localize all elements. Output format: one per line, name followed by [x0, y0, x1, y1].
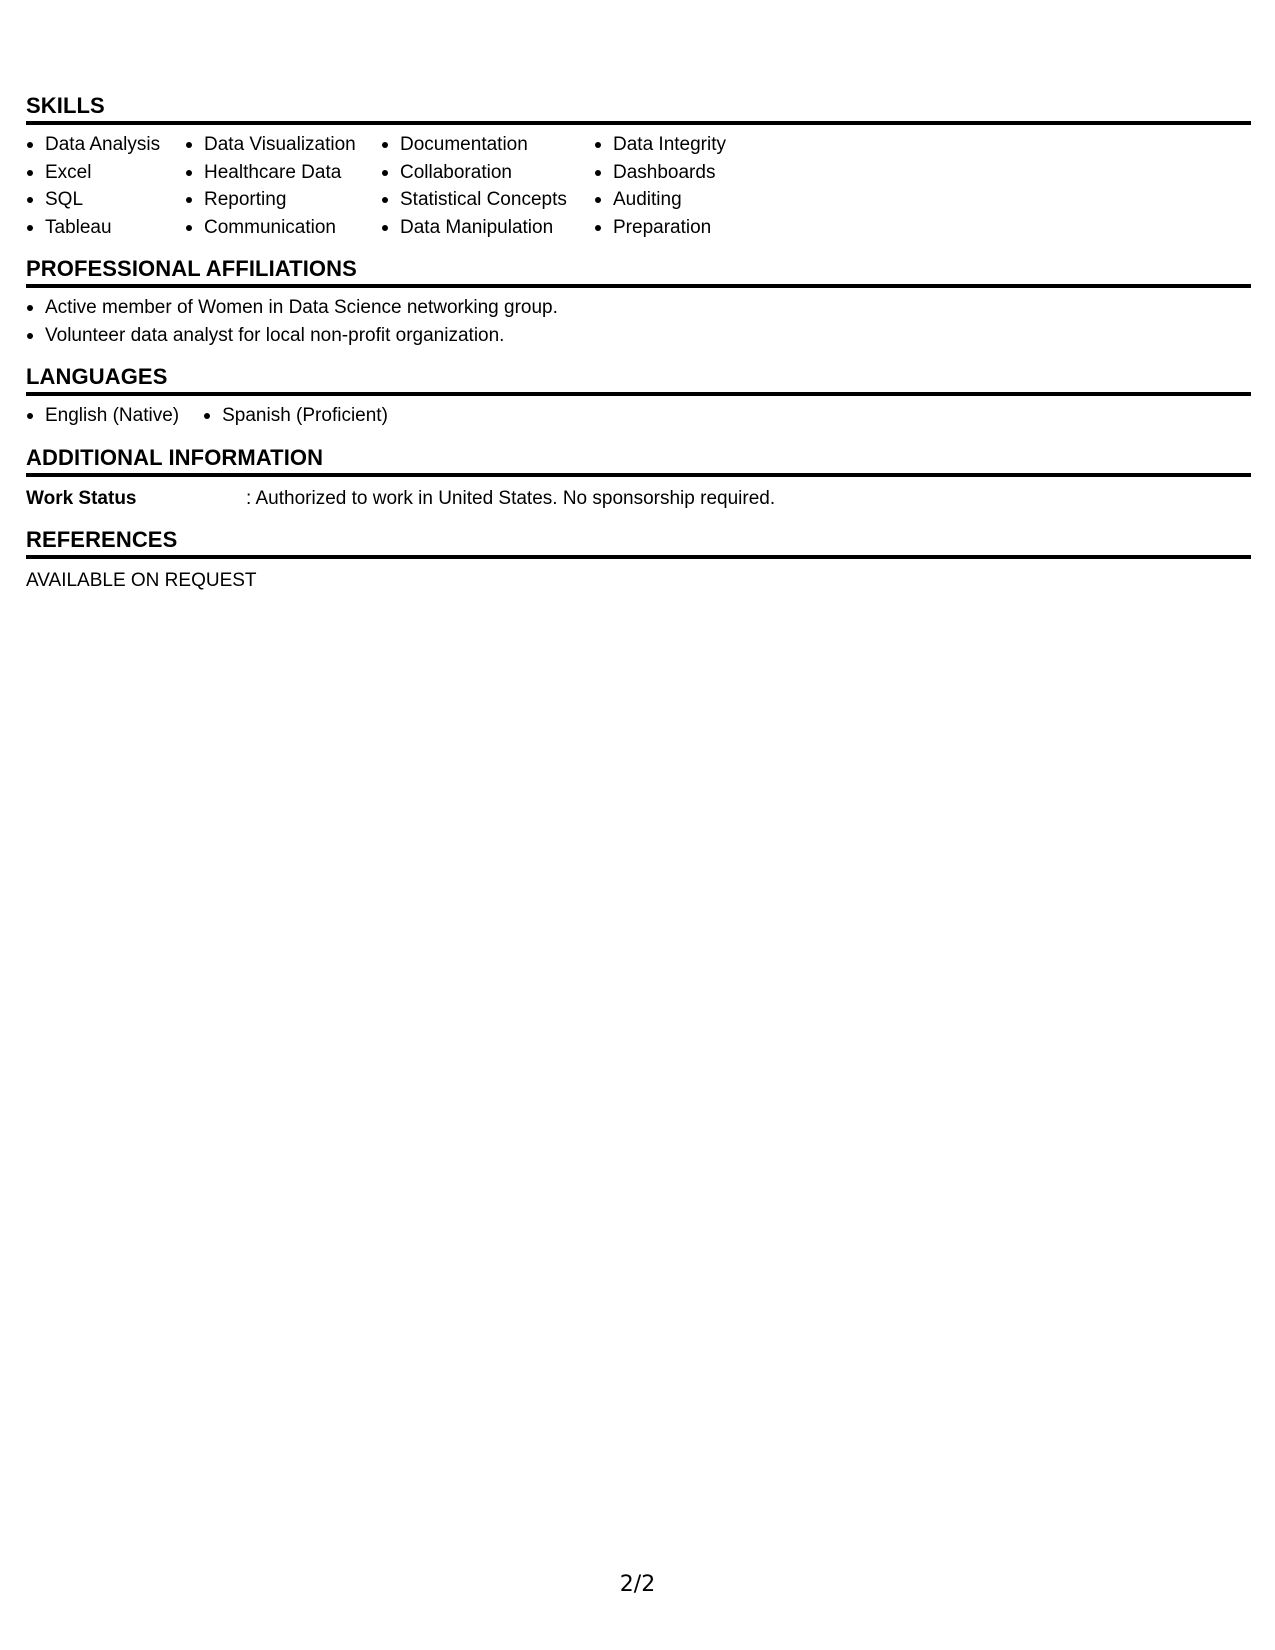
skill-item: SQL	[26, 186, 185, 214]
section-title-skills: SKILLS	[26, 92, 1251, 125]
section-title-additional-info: ADDITIONAL INFORMATION	[26, 444, 1251, 477]
work-status-label: Work Status	[26, 487, 137, 509]
languages-section	[26, 363, 1251, 430]
skill-item: Dashboards	[594, 159, 794, 187]
skill-item: Excel	[26, 159, 185, 187]
skill-item: Auditing	[594, 186, 794, 214]
languages-list	[26, 402, 1251, 430]
section-title-affiliations: PROFESSIONAL AFFILIATIONS	[26, 255, 1251, 288]
skills-column-2	[185, 131, 381, 241]
resume-page	[26, 92, 1251, 608]
skill-item: Reporting	[185, 186, 381, 214]
language-item: English (Native)	[26, 402, 179, 430]
skill-item: Statistical Concepts	[381, 186, 594, 214]
skill-item: Communication	[185, 214, 381, 242]
skills-column-1	[26, 131, 185, 241]
language-item: Spanish (Proficient)	[203, 402, 388, 430]
skill-item: Data Integrity	[594, 131, 794, 159]
section-title-languages: LANGUAGES	[26, 363, 1251, 396]
references-text: AVAILABLE ON REQUEST	[26, 569, 257, 591]
skill-item: Documentation	[381, 131, 594, 159]
affiliation-item: Volunteer data analyst for local non-profit organization.	[26, 322, 1251, 350]
page-number: 2/2	[619, 1572, 656, 1597]
skill-item: Preparation	[594, 214, 794, 242]
skill-item: Data Manipulation	[381, 214, 594, 242]
skill-item: Healthcare Data	[185, 159, 381, 187]
skill-item: Data Visualization	[185, 131, 381, 159]
skill-item: Collaboration	[381, 159, 594, 187]
affiliations-list	[26, 294, 1251, 349]
skills-section	[26, 92, 1251, 241]
section-title-references: REFERENCES	[26, 526, 1251, 559]
skill-item: Tableau	[26, 214, 185, 242]
skills-grid	[26, 131, 1251, 241]
affiliation-item: Active member of Women in Data Science networking group.	[26, 294, 1251, 322]
references-section	[26, 526, 1251, 594]
affiliations-section	[26, 255, 1251, 349]
work-status-value: : Authorized to work in United States. No sponsorship required.	[246, 487, 776, 509]
skills-column-4	[594, 131, 794, 241]
skills-column-3	[381, 131, 594, 241]
work-status-row	[26, 485, 1251, 512]
additional-info-section	[26, 444, 1251, 512]
skill-item: Data Analysis	[26, 131, 185, 159]
